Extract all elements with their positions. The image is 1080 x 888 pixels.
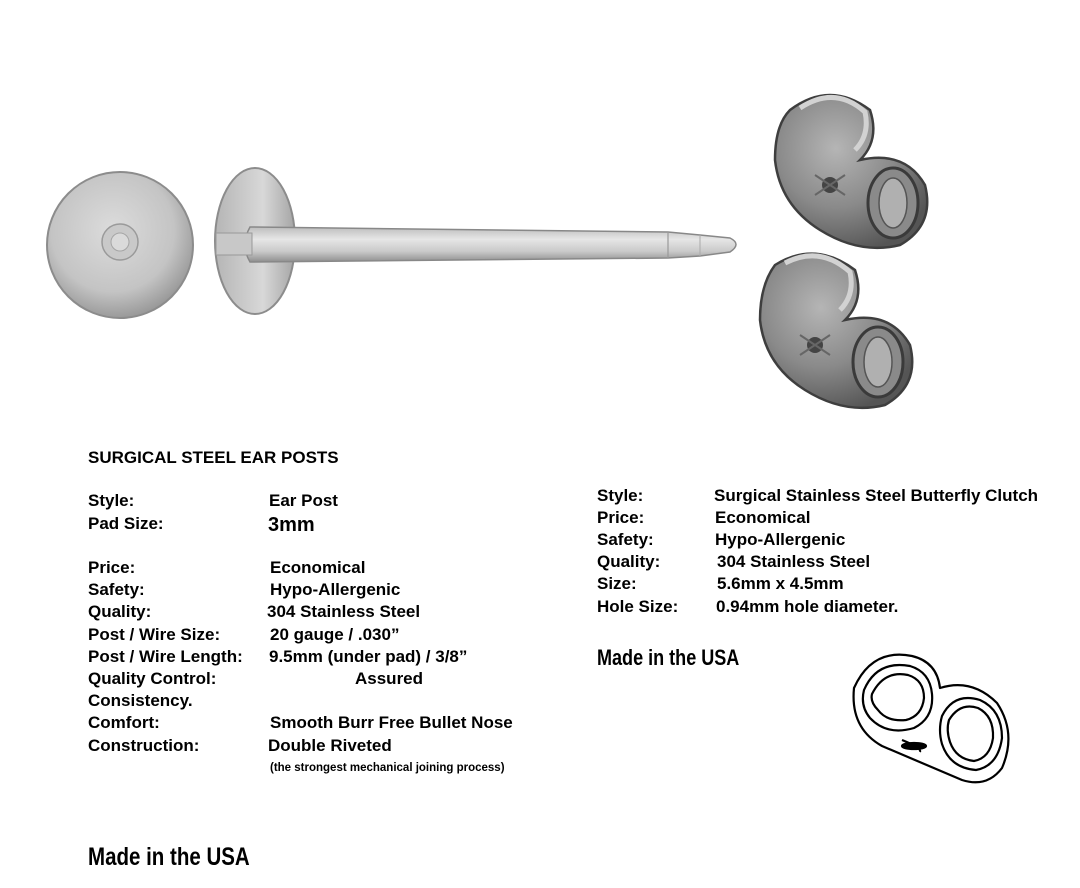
spec-value-comfort: Smooth Burr Free Bullet Nose xyxy=(270,713,513,732)
clutch-top-icon xyxy=(775,95,927,248)
spec-value-style: Ear Post xyxy=(269,491,338,510)
spec-label-wire-length: Post / Wire Length: xyxy=(88,647,243,666)
spec-label-safety: Safety: xyxy=(88,580,145,599)
spec-label-comfort: Comfort: xyxy=(88,713,160,732)
clutch-label-price: Price: xyxy=(597,508,645,527)
made-in-usa-right: Made in the USA xyxy=(597,645,740,670)
clutch-value-safety: Hypo-Allergenic xyxy=(715,530,846,549)
clutch-label-size: Size: xyxy=(597,574,637,593)
spec-value-quality-control: Assured xyxy=(355,669,424,688)
spec-label-pad-size: Pad Size: xyxy=(88,514,164,533)
product-title: SURGICAL STEEL EAR POSTS xyxy=(88,448,339,467)
clutch-bottom-icon xyxy=(760,254,912,408)
clutch-label-style: Style: xyxy=(597,486,644,505)
clutch-label-hole-size: Hole Size: xyxy=(597,597,679,616)
ear-post-pad-image xyxy=(0,0,1080,420)
spec-label-style: Style: xyxy=(88,491,135,510)
spec-label-price: Price: xyxy=(88,558,136,577)
spec-label-quality-control: Quality Control: xyxy=(88,669,217,688)
spec-value-safety: Hypo-Allergenic xyxy=(270,580,401,599)
clutch-value-hole-size: 0.94mm hole diameter. xyxy=(716,597,899,616)
pad-front-icon xyxy=(47,172,193,318)
clutch-value-style: Surgical Stainless Steel Butterfly Clutch xyxy=(714,486,1039,505)
spec-value-pad-size: 3mm xyxy=(268,514,315,536)
spec-label-consistency: Consistency. xyxy=(88,691,193,710)
spec-value-quality: 304 Stainless Steel xyxy=(267,602,421,621)
made-in-usa-left: Made in the USA xyxy=(88,843,250,871)
spec-value-wire-size: 20 gauge / .030” xyxy=(270,625,400,644)
spec-label-quality: Quality: xyxy=(88,602,152,621)
butterfly-clutch-line-drawing xyxy=(842,648,1022,788)
clutch-value-quality: 304 Stainless Steel xyxy=(717,552,871,571)
spec-value-wire-length: 9.5mm (under pad) / 3/8” xyxy=(269,647,468,666)
spec-label-construction: Construction: xyxy=(88,736,200,755)
post-side-icon xyxy=(215,168,736,314)
clutch-value-size: 5.6mm x 4.5mm xyxy=(717,574,844,593)
clutch-value-price: Economical xyxy=(715,508,811,527)
spec-value-construction: Double Riveted xyxy=(268,736,392,755)
clutch-label-safety: Safety: xyxy=(597,530,654,549)
spec-value-price: Economical xyxy=(270,558,366,577)
spec-label-wire-size: Post / Wire Size: xyxy=(88,625,221,644)
clutch-label-quality: Quality: xyxy=(597,552,661,571)
construction-note: (the strongest mechanical joining process) xyxy=(270,762,505,774)
